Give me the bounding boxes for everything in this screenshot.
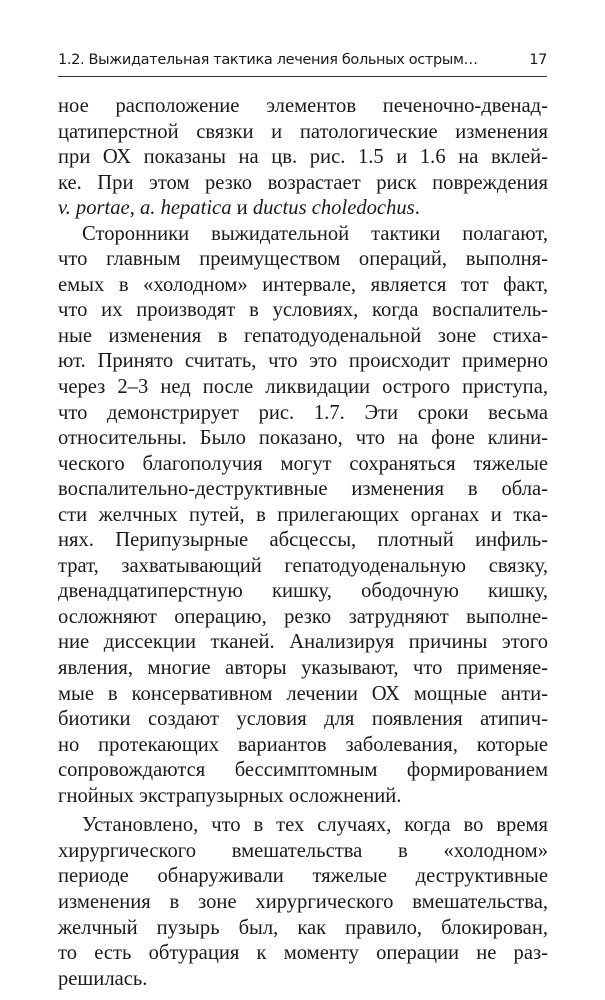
text-line: периоде обнаруживали тяжелые деструктивные bbox=[58, 865, 548, 888]
latin-term: a. hepatica bbox=[139, 197, 232, 220]
text-line: изменения в зоне хирургического вмешательства, bbox=[58, 890, 548, 913]
text-line: относительны. Было показано, что на фоне клини- bbox=[58, 427, 548, 450]
body-text bbox=[58, 94, 548, 992]
paragraph-3 bbox=[58, 813, 548, 992]
text-line: что главным преимуществом операций, выполня- bbox=[58, 248, 548, 271]
text-line: Установлено, что в тех случаях, когда во время bbox=[82, 814, 548, 837]
text-line: что их производят в условиях, когда воспалитель- bbox=[58, 299, 548, 322]
text-line: что демонстрирует рис. 1.7. Эти сроки весьма bbox=[58, 401, 548, 424]
running-title: 1.2. Выжидательная тактика лечения больных острым… bbox=[58, 52, 478, 68]
text-line: сти желчных путей, в прилегающих органах и тка- bbox=[58, 503, 548, 526]
text-line: то есть обтурация к моменту операции не раз- bbox=[58, 942, 548, 965]
text-line: желчный пузырь был, как правило, блокирован, bbox=[58, 916, 548, 939]
punctuation: , bbox=[129, 197, 140, 220]
latin-term: v. portae bbox=[58, 197, 130, 220]
conjunction: и bbox=[231, 197, 253, 220]
text-line: трат, захватывающий гепатодуоденальную связку, bbox=[58, 554, 548, 577]
text-line: ное расположение элементов печеночно-двенад- bbox=[58, 95, 548, 117]
text-line: нях. Перипузырные абсцессы, плотный инфиль- bbox=[58, 529, 548, 552]
text-line: хирургического вмешательства в «холодном» bbox=[58, 839, 548, 862]
text-line: ческого благополучия могут сохраняться тяжелые bbox=[58, 452, 548, 475]
text-line: биотики создают условия для появления атипич- bbox=[58, 708, 548, 731]
page-number: 17 bbox=[529, 52, 547, 68]
text-line: гнойных экстрапузырных осложнений. bbox=[58, 784, 402, 807]
text-line-latin-terms bbox=[58, 196, 548, 222]
text-line: но протекающих вариантов заболевания, которые bbox=[58, 733, 548, 756]
text-line: воспалительно-деструктивные изменения в обла- bbox=[58, 478, 548, 501]
text-line: решилась. bbox=[58, 967, 148, 990]
text-line: осложняют операцию, резко затрудняют выполне- bbox=[58, 605, 548, 628]
text-line: ные изменения в гепатодуоденальной зоне стиха- bbox=[58, 324, 548, 347]
text-line: емых в «холодном» интервале, является тот факт, bbox=[58, 273, 548, 296]
text-line: через 2–3 нед после ликвидации острого приступа, bbox=[58, 376, 548, 399]
text-line: при ОХ показаны на цв. рис. 1.5 и 1.6 на вклей- bbox=[58, 146, 548, 169]
text-line: цатиперстной связки и патологические изменения bbox=[58, 120, 548, 143]
paragraph-2 bbox=[58, 222, 548, 810]
text-line: мые в консервативном лечении ОХ мощные анти- bbox=[58, 682, 548, 705]
text-line: Сторонники выжидательной тактики полагают, bbox=[82, 222, 548, 245]
paragraph-1 bbox=[58, 94, 548, 222]
text-line: двенадцатиперстную кишку, ободочную кишку, bbox=[58, 580, 548, 603]
text-line: сопровождаются бессимптомным формированием bbox=[58, 759, 548, 782]
header-rule bbox=[58, 76, 547, 77]
running-header bbox=[58, 52, 547, 68]
punctuation: . bbox=[414, 197, 420, 220]
text-line: явления, многие авторы указывают, что применяе- bbox=[58, 657, 548, 680]
text-line: ют. Принято считать, что это происходит примерно bbox=[58, 350, 548, 373]
text-line: ние диссекции тканей. Анализируя причины этого bbox=[58, 631, 548, 654]
text-line: ке. При этом резко возрастает риск повреждения bbox=[58, 171, 548, 194]
latin-term: ductus choledochus bbox=[252, 197, 415, 220]
